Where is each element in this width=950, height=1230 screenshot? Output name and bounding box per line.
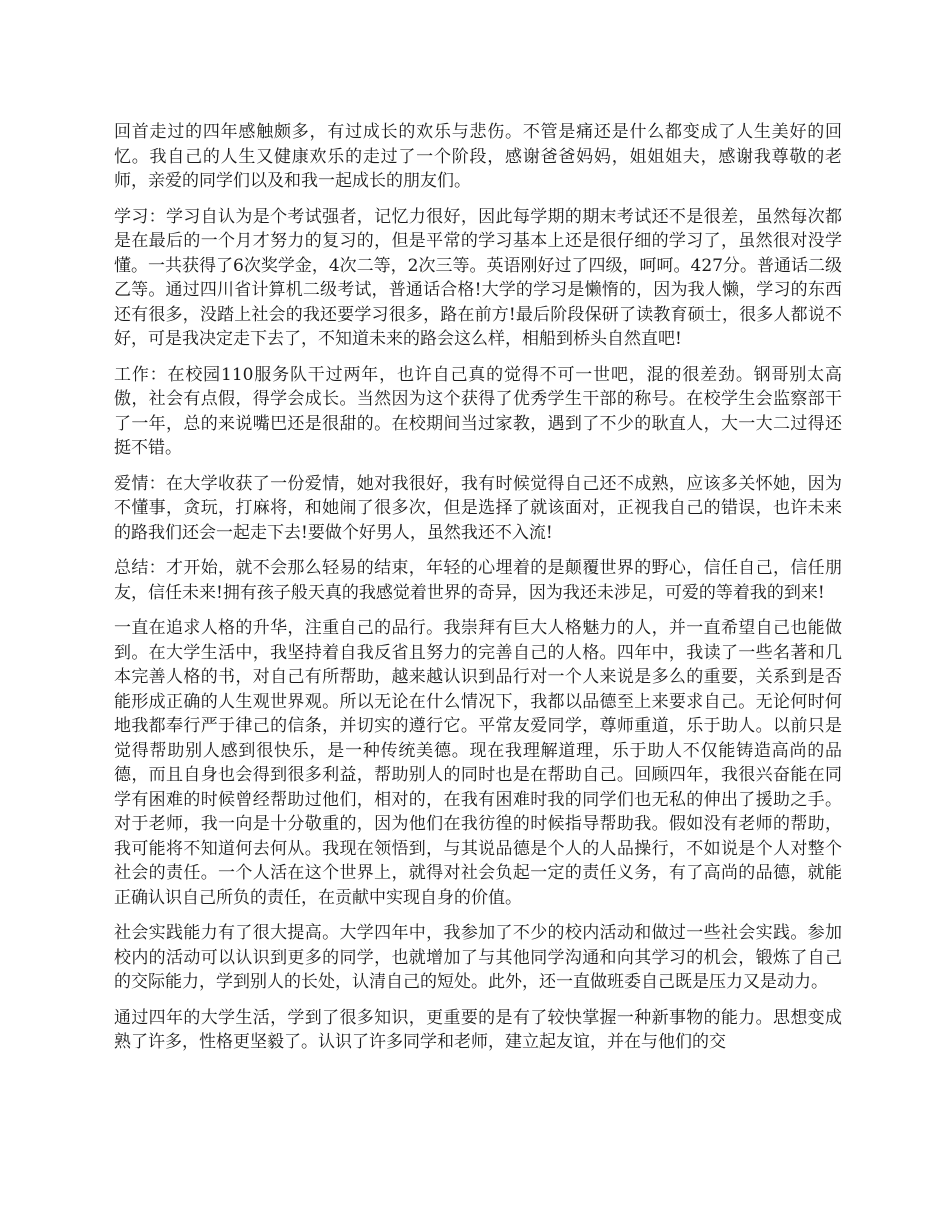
paragraph-growth: 通过四年的大学生活，学到了很多知识，更重要的是有了较快掌握一种新事物的能力。思想变成熟了许多，性格更坚毅了。认识了许多同学和老师，建立起友谊，并在与他们的交 bbox=[114, 1007, 842, 1052]
paragraph-summary: 总结：才开始，就不会那么轻易的结束，年轻的心埋着的是颠覆世界的野心，信任自己，信任朋友，信任未来!拥有孩子般天真的我感觉着世界的奇异，因为我还未涉足，可爱的等着我的到来! bbox=[114, 558, 842, 603]
document-body bbox=[114, 120, 842, 1066]
paragraph-practice: 社会实践能力有了很大提高。大学四年中，我参加了不少的校内活动和做过一些社会实践。参加校内的活动可以认识到更多的同学，也就增加了与其他同学沟通和向其学习的机会，锻炼了自己的交际能力，学到别人的长处，认清自己的短处。此外，还一直做班委自己既是压力又是动力。 bbox=[114, 923, 842, 992]
paragraph-work: 工作：在校园110服务队干过两年，也许自己真的觉得不可一世吧，混的很差劲。钢哥别太高傲，社会有点假，得学会成长。当然因为这个获得了优秀学生干部的称号。在校学生会监察部干了一年，总的来说嘴巴还是很甜的。在校期间当过家教，遇到了不少的耿直人，大一大二过得还挺不错。 bbox=[114, 364, 842, 458]
paragraph-character: 一直在追求人格的升华，注重自己的品行。我崇拜有巨大人格魅力的人，并一直希望自己也能做到。在大学生活中，我坚持着自我反省且努力的完善自己的人格。四年中，我读了一些名著和几本完善人格的书，对自己有所帮助，越来越认识到品行对一个人来说是多么的重要，关系到是否能形成正确的人生观世界观。所以无论在什么情况下，我都以品德至上来要求自己。无论何时何地我都奉行严于律己的信条，并切实的遵行它。平常友爱同学，尊师重道，乐于助人。以前只是觉得帮助别人感到很快乐，是一种传统美德。现在我理解道理，乐于助人不仅能铸造高尚的品德，而且自身也会得到很多利益，帮助别人的同时也是在帮助自己。回顾四年，我很兴奋能在同学有困难的时候曾经帮助过他们，相对的，在我有困难时我的同学们也无私的伸出了援助之手。对于老师，我一向是十分敬重的，因为他们在我彷徨的时候指导帮助我。假如没有老师的帮助，我可能将不知道何去何从。我现在领悟到，与其说品德是个人的人品操行，不如说是个人对整个社会的责任。一个人活在这个世界上，就得对社会负起一定的责任义务，有了高尚的品德，就能正确认识自己所负的责任，在贡献中实现自身的价值。 bbox=[114, 618, 842, 908]
paragraph-study: 学习：学习自认为是个考试强者，记忆力很好，因此每学期的期末考试还不是很差，虽然每次都是在最后的一个月才努力的复习的，但是平常的学习基本上还是很仔细的学习了，虽然很对没学懂。一共获得了6次奖学金，4次二等，2次三等。英语刚好过了四级，呵呵。427分。普通话二级乙等。通过四川省计算机二级考试，普通话合格!大学的学习是懒惰的，因为我人懒，学习的东西还有很多，没踏上社会的我还要学习很多，路在前方!最后阶段保研了读教育硕士，很多人都说不好，可是我决定走下去了，不知道未来的路会这么样，相船到桥头自然直吧! bbox=[114, 206, 842, 349]
paragraph-intro: 回首走过的四年感触颇多，有过成长的欢乐与悲伤。不管是痛还是什么都变成了人生美好的回忆。我自己的人生又健康欢乐的走过了一个阶段，感谢爸爸妈妈，姐姐姐夫，感谢我尊敬的老师，亲爱的同学们以及和我一起成长的朋友们。 bbox=[114, 122, 842, 191]
paragraph-love: 爱情：在大学收获了一份爱情，她对我很好，我有时候觉得自己还不成熟，应该多关怀她，因为不懂事，贪玩，打麻将，和她闹了很多次，但是选择了就该面对，正视我自己的错误，也许未来的路我们还会一起走下去!要做个好男人，虽然我还不入流! bbox=[114, 473, 842, 543]
